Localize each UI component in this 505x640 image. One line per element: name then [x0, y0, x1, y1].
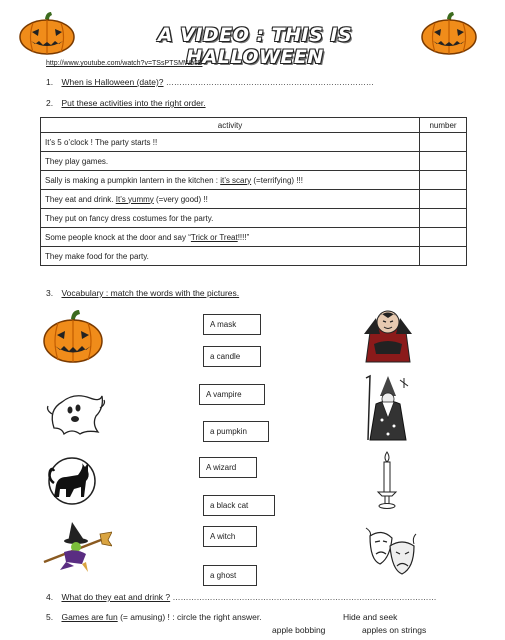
question-4 [46, 592, 437, 602]
table-row [41, 171, 467, 190]
table-row [41, 209, 467, 228]
activity-cell: They eat and drink. It’s yummy (=very good) !! [41, 190, 420, 209]
game-option[interactable]: apple bobbing [272, 625, 326, 635]
question-5 [46, 612, 262, 622]
number-cell[interactable] [420, 228, 467, 247]
number-cell[interactable] [420, 247, 467, 266]
word-box[interactable]: A vampire [199, 384, 265, 405]
question-text: : match the words with the pictures. [103, 288, 240, 298]
word-box[interactable]: a candle [203, 346, 261, 367]
wizard-icon [362, 374, 414, 442]
pumpkin-icon [42, 308, 104, 364]
word-box[interactable]: a black cat [203, 495, 275, 516]
question-number: 1. [46, 77, 54, 87]
table-header: number [420, 118, 467, 133]
word-box[interactable]: A witch [203, 526, 257, 547]
game-option[interactable]: Hide and seek [343, 612, 398, 622]
vampire-icon [360, 304, 416, 364]
question-text: (= amusing) ! : circle the right answer. [117, 612, 262, 622]
word-box[interactable]: A wizard [199, 457, 257, 478]
question-text: Put these activities into the right order. [61, 98, 206, 108]
witch-icon [42, 518, 112, 576]
question-text: When is Halloween (date)? [61, 77, 164, 87]
answer-line: …………………………………………………………………… [165, 78, 374, 87]
table-header-row [41, 118, 467, 133]
game-option[interactable]: apples on strings [362, 625, 427, 635]
word-box[interactable]: a pumpkin [203, 421, 269, 442]
question-1 [46, 77, 374, 87]
activity-cell: Sally is making a pumpkin lantern in the kitchen : it’s scary (=terrifying) !!! [41, 171, 420, 190]
mask-icon [364, 524, 420, 578]
activity-cell: They play games. [41, 152, 420, 171]
question-text: What do they eat and drink ? [61, 592, 171, 602]
table-row [41, 190, 467, 209]
question-number: 2. [46, 98, 54, 108]
number-cell[interactable] [420, 190, 467, 209]
table-header: activity [41, 118, 420, 133]
activity-table [40, 117, 467, 266]
table-row [41, 228, 467, 247]
table-row [41, 152, 467, 171]
activity-cell: They put on fancy dress costumes for the party. [41, 209, 420, 228]
black-cat-icon [44, 457, 104, 505]
question-number: 3. [46, 288, 54, 298]
pumpkin-icon [18, 10, 76, 56]
word-box[interactable]: A mask [203, 314, 261, 335]
number-cell[interactable] [420, 152, 467, 171]
table-row [41, 133, 467, 152]
word-box[interactable]: a ghost [203, 565, 257, 586]
question-keyword: Vocabulary [61, 288, 104, 298]
table-row [41, 247, 467, 266]
activity-cell: They make food for the party. [41, 247, 420, 266]
video-link[interactable]: http://www.youtube.com/watch?v=TSsPTSMWoJE [46, 60, 203, 67]
number-cell[interactable] [420, 133, 467, 152]
page-title: A VIDEO : THIS IS HALLOWEEN [157, 24, 353, 68]
question-number: 5. [46, 612, 54, 622]
question-number: 4. [46, 592, 54, 602]
ghost-icon [44, 388, 108, 438]
activity-cell: Some people knock at the door and say “Trick or Treat!!!!” [41, 228, 420, 247]
top-fragment [200, 0, 252, 1]
question-2 [46, 98, 206, 108]
answer-line: ……………………………………………………………………………………… [172, 593, 437, 602]
question-3 [46, 288, 239, 298]
pumpkin-icon [420, 10, 478, 56]
number-cell[interactable] [420, 209, 467, 228]
question-keyword: Games are fun [61, 612, 118, 622]
number-cell[interactable] [420, 171, 467, 190]
candle-icon [372, 450, 402, 510]
activity-cell: It’s 5 o’clock ! The party starts !! [41, 133, 420, 152]
